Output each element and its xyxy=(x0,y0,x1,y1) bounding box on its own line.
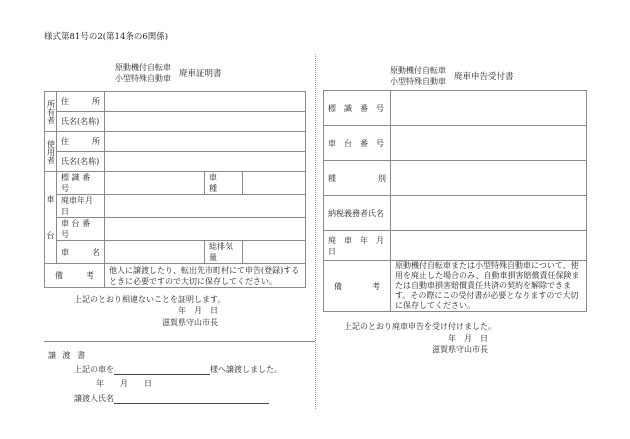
transfer-prefix: 上記の車を xyxy=(74,365,114,374)
transferee-field[interactable] xyxy=(114,365,210,375)
certification-date: 年 月 日 xyxy=(178,306,218,315)
certificate-title: 廃車証明書 xyxy=(179,69,222,79)
remarks-label: 備 考 xyxy=(324,261,391,312)
title-line-2: 小型特殊自動車 xyxy=(115,74,171,83)
chassis-number-label: 車 台 番 号 xyxy=(57,218,105,241)
displacement-label: 総排気量 xyxy=(205,241,243,264)
scrap-receipt-table xyxy=(323,90,587,312)
certification-statement: 上記のとおり相違ないことを証明します。 xyxy=(74,295,226,304)
left-title xyxy=(115,62,222,84)
chassis-number-field[interactable] xyxy=(105,218,306,241)
receipt-statement: 上記のとおり廃車申告を受け付けました。 xyxy=(344,322,496,331)
owner-label: 所有者 xyxy=(45,92,57,132)
transfer-line xyxy=(74,364,282,375)
transferor-field[interactable] xyxy=(114,394,269,404)
chassis-number-field[interactable] xyxy=(391,126,587,161)
cut-line-vertical xyxy=(315,54,316,409)
scrap-date-label: 廃車年月日 xyxy=(57,195,105,218)
cut-line-horizontal xyxy=(44,341,315,342)
scrap-date-label: 廃 車 年 月 日 xyxy=(324,231,391,261)
user-address-field[interactable] xyxy=(105,132,306,152)
plate-number-label: 標 識 番 号 xyxy=(57,172,105,195)
right-title xyxy=(390,65,514,87)
remarks-text: 他人に譲渡したり、転出先市町村にて申告(登録)するときに必要ですので大切に保存してください。 xyxy=(105,264,306,288)
transfer-suffix: 様へ譲渡しました。 xyxy=(210,365,282,374)
vehicle-label: 車 台 xyxy=(45,172,57,264)
remarks-text: 原動機付自転車または小型特殊自動車について、使用を廃止した場合のみ、自動車損害賠償責任保険または自動車損害賠償責任共済の契約を解除できます。その際にこの受付書が必要となりますので大切に保存してください。 xyxy=(391,261,587,312)
receipt-date: 年 月 日 xyxy=(448,334,488,343)
user-name-label: 氏名(名称) xyxy=(57,152,105,172)
receipt-title: 廃車申告受付書 xyxy=(454,72,514,82)
user-address-label: 住 所 xyxy=(57,132,105,152)
owner-name-label: 氏名(名称) xyxy=(57,112,105,132)
title-line-1: 原動機付自転車 xyxy=(390,66,446,75)
vehicle-type-field[interactable] xyxy=(243,172,306,195)
vehicle-name-field[interactable] xyxy=(105,241,205,264)
owner-name-field[interactable] xyxy=(105,112,306,132)
transfer-heading: 譲 渡 書 xyxy=(48,351,88,360)
remarks-label: 備 考 xyxy=(45,264,105,288)
scrap-date-field[interactable] xyxy=(105,195,306,218)
certification-issuer: 滋賀県守山市長 xyxy=(162,318,218,327)
user-label: 使用者 xyxy=(45,132,57,172)
plate-number-field[interactable] xyxy=(391,91,587,126)
user-name-field[interactable] xyxy=(105,152,306,172)
taxpayer-name-label: 納税義務者氏名 xyxy=(324,196,391,231)
plate-number-label: 標 識 番 号 xyxy=(324,91,391,126)
title-line-2: 小型特殊自動車 xyxy=(390,77,446,86)
taxpayer-name-field[interactable] xyxy=(391,196,587,231)
transfer-date: 年 月 日 xyxy=(96,379,152,388)
displacement-field[interactable] xyxy=(243,241,306,264)
vehicle-name-label: 車 名 xyxy=(57,241,105,264)
transferor-line xyxy=(74,393,269,404)
title-line-1: 原動機付自転車 xyxy=(115,63,171,72)
form-number: 様式第81号の2(第14条の6関係) xyxy=(44,32,169,42)
scrap-date-field[interactable] xyxy=(391,231,587,261)
chassis-number-label: 車 台 番 号 xyxy=(324,126,391,161)
receipt-issuer: 滋賀県守山市長 xyxy=(432,345,488,354)
scrap-certificate-table xyxy=(44,91,306,288)
owner-address-label: 住 所 xyxy=(57,92,105,112)
plate-number-field[interactable] xyxy=(105,172,205,195)
category-field[interactable] xyxy=(391,161,587,196)
vehicle-type-label: 車 種 xyxy=(205,172,243,195)
transferor-label: 譲渡人氏名 xyxy=(74,394,114,403)
category-label: 種 別 xyxy=(324,161,391,196)
owner-address-field[interactable] xyxy=(105,92,306,112)
